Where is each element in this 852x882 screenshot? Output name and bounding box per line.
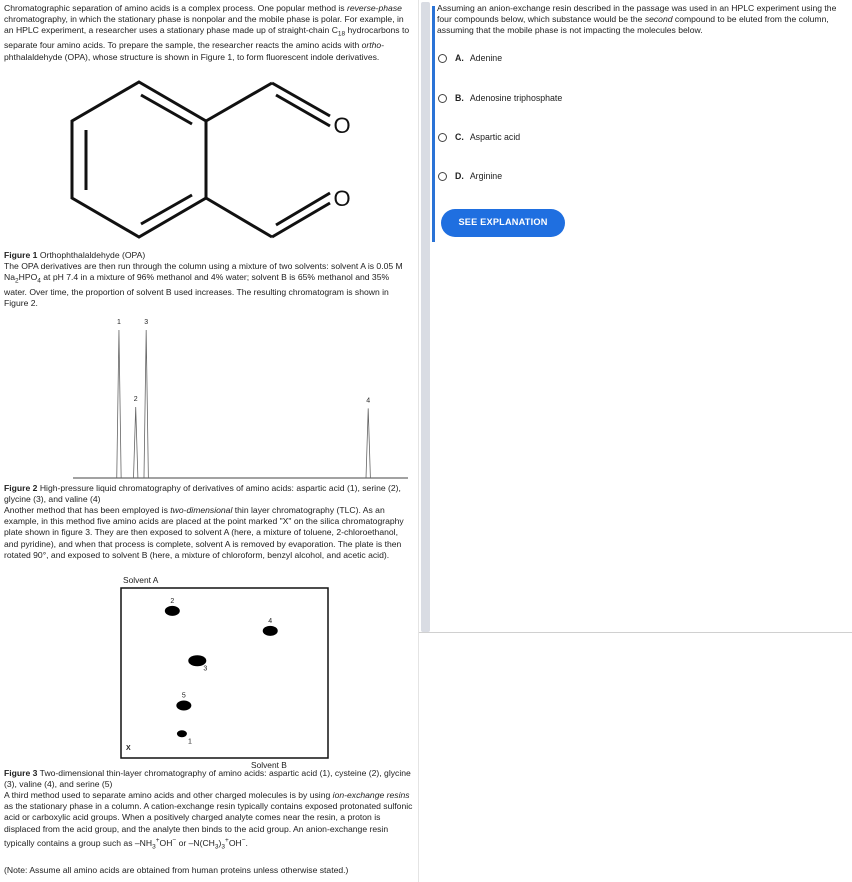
oxygen-atom-lower: O xyxy=(333,186,351,211)
tlc-spot-label: 2 xyxy=(170,597,175,605)
tlc-spot-label: 5 xyxy=(181,692,186,700)
carbonyl-lower-a xyxy=(272,203,330,237)
answer-option-label: Arginine xyxy=(469,171,503,181)
figure-3-tlc-plate xyxy=(110,572,410,772)
passage-paragraph-4: A third method used to separate amino acids and other charged molecules is by using ion-exchange resins as the stationary phase in a column. A cation-exchange resin typically contains exposed protonated sulfonic acid or carboxylic acid groups. When a positively charged analyte comes near the resin, a proton is displaced from the acid group, and the analyte then binds to the acid group. An anion-exchange resin typically contains a group such as $-NH_3^+OH^-$ or $-N(CH_3)_3^+OH^-$. xyxy=(4,790,413,851)
solvent-b-label: Solvent B xyxy=(251,760,287,770)
question-text: Assuming an anion-exchange resin described in the passage was used in an HPLC experiment using the four compounds below, which substance would be the second compound to be eluted from the column, assuming that the mobile phase is not impacting the molecules below. xyxy=(437,3,837,35)
figure-1-caption: Figure 1 Orthophthalaldehyde (OPA) xyxy=(4,250,146,260)
tlc-spot-2 xyxy=(165,606,180,616)
answer-option-b[interactable]: B. Adenosine triphosphate xyxy=(438,93,562,104)
radio-icon[interactable] xyxy=(438,54,447,63)
tlc-spot-label: 3 xyxy=(203,665,208,673)
answer-option-label: Adenine xyxy=(469,53,503,63)
figure-2-chromatogram xyxy=(70,310,410,482)
passage-paragraph-3: Another method that has been employed is two-dimensional thin layer chromatography (TLC). As an example, in this method five amino acids are placed at the point marked "X" on the silica chromatography plate shown in figure 3. They are then exposed to solvent A (here, a mixture of toluene, 2-chloroethanol, and pyridine), and when that process is complete, solvent A is removed by evaporation. The plate is then rotated 90°, and exposed to solvent B (here, a mixture of chloroform, benzyl alcohol, and acetic acid). xyxy=(4,505,404,560)
answer-option-label: Aspartic acid xyxy=(469,132,521,142)
origin-x-label: X xyxy=(126,745,131,752)
aldehyde-bond-upper xyxy=(206,83,272,121)
tlc-spot-3 xyxy=(188,655,206,666)
passage-paragraph-2: The OPA derivatives are then run through the column using a mixture of two solvents: solvent A is 0.05 M $Na_2HPO_4$ at pH 7.4 in a mixture of 96% methanol and 4% water; solvent B is 65% methanol and 35% water. Over time, the proportion of solvent B used increases. The resulting chromatogram is shown in Figure 2. xyxy=(4,261,403,309)
benzene-ring xyxy=(72,82,206,237)
radio-icon[interactable] xyxy=(438,172,447,181)
chromatogram-peak-label: 3 xyxy=(144,319,149,326)
passage-note: (Note: Assume all amino acids are obtained from human proteins unless otherwise stated.) xyxy=(4,865,349,875)
solvent-a-label: Solvent A xyxy=(123,575,159,585)
chromatogram-peak-label: 1 xyxy=(116,319,121,326)
chromatogram-peak-label: 4 xyxy=(366,397,371,405)
question-panel-separator xyxy=(419,632,852,633)
passage-scrollbar-thumb[interactable] xyxy=(421,2,430,632)
tlc-spot-label: 1 xyxy=(187,738,192,746)
answer-option-c[interactable]: C. Aspartic acid xyxy=(438,132,520,143)
chromatogram-peak-1 xyxy=(117,330,121,478)
radio-icon[interactable] xyxy=(438,94,447,103)
figure-3-caption: Figure 3 Two-dimensional thin-layer chromatography of amino acids: aspartic acid (1), cysteine (2), glycine (3), valine (4), and serine (5) xyxy=(4,768,411,790)
chromatogram-peak-4 xyxy=(366,408,370,478)
tlc-spot-label: 4 xyxy=(268,617,273,625)
aldehyde-bond-lower xyxy=(206,198,272,237)
chromatogram-peak-2 xyxy=(134,407,138,478)
tlc-spot-4 xyxy=(263,626,278,636)
chromatogram-peak-3 xyxy=(144,330,148,478)
tlc-plate-border xyxy=(121,588,328,758)
tlc-spot-1 xyxy=(177,730,187,737)
radio-icon[interactable] xyxy=(438,133,447,142)
passage-panel xyxy=(0,0,418,882)
tlc-spot-5 xyxy=(176,701,191,711)
passage-paragraph-1: Chromatographic separation of amino acids is a complex process. One popular method is reverse-phase chromatography, in which the stationary phase is nonpolar and the mobile phase is polar. For example, in an HPLC experiment, a researcher uses a stationary phase made up of straight-chain $C_{18}$ hydrocarbons to separate four amino acids. To prepare the sample, the researcher reacts the amino acids with ortho-phthalaldehyde (OPA), whose structure is shown in Figure 1, to form fluorescent indole derivatives. xyxy=(4,3,410,62)
see-explanation-button[interactable]: SEE EXPLANATION xyxy=(441,209,565,237)
answer-option-d[interactable]: D. Arginine xyxy=(438,171,502,182)
answer-option-a[interactable]: A. Adenine xyxy=(438,53,502,64)
chromatogram-peak-label: 2 xyxy=(133,395,138,403)
answer-option-label: Adenosine triphosphate xyxy=(469,93,563,103)
oxygen-atom-upper: O xyxy=(333,113,351,138)
question-accent-bar xyxy=(432,6,435,242)
figure-1-opa-structure xyxy=(60,76,360,248)
figure-2-caption: Figure 2 High-pressure liquid chromatography of derivatives of amino acids: aspartic acid (1), serine (2), glycine (3), and valine (4) xyxy=(4,483,401,505)
